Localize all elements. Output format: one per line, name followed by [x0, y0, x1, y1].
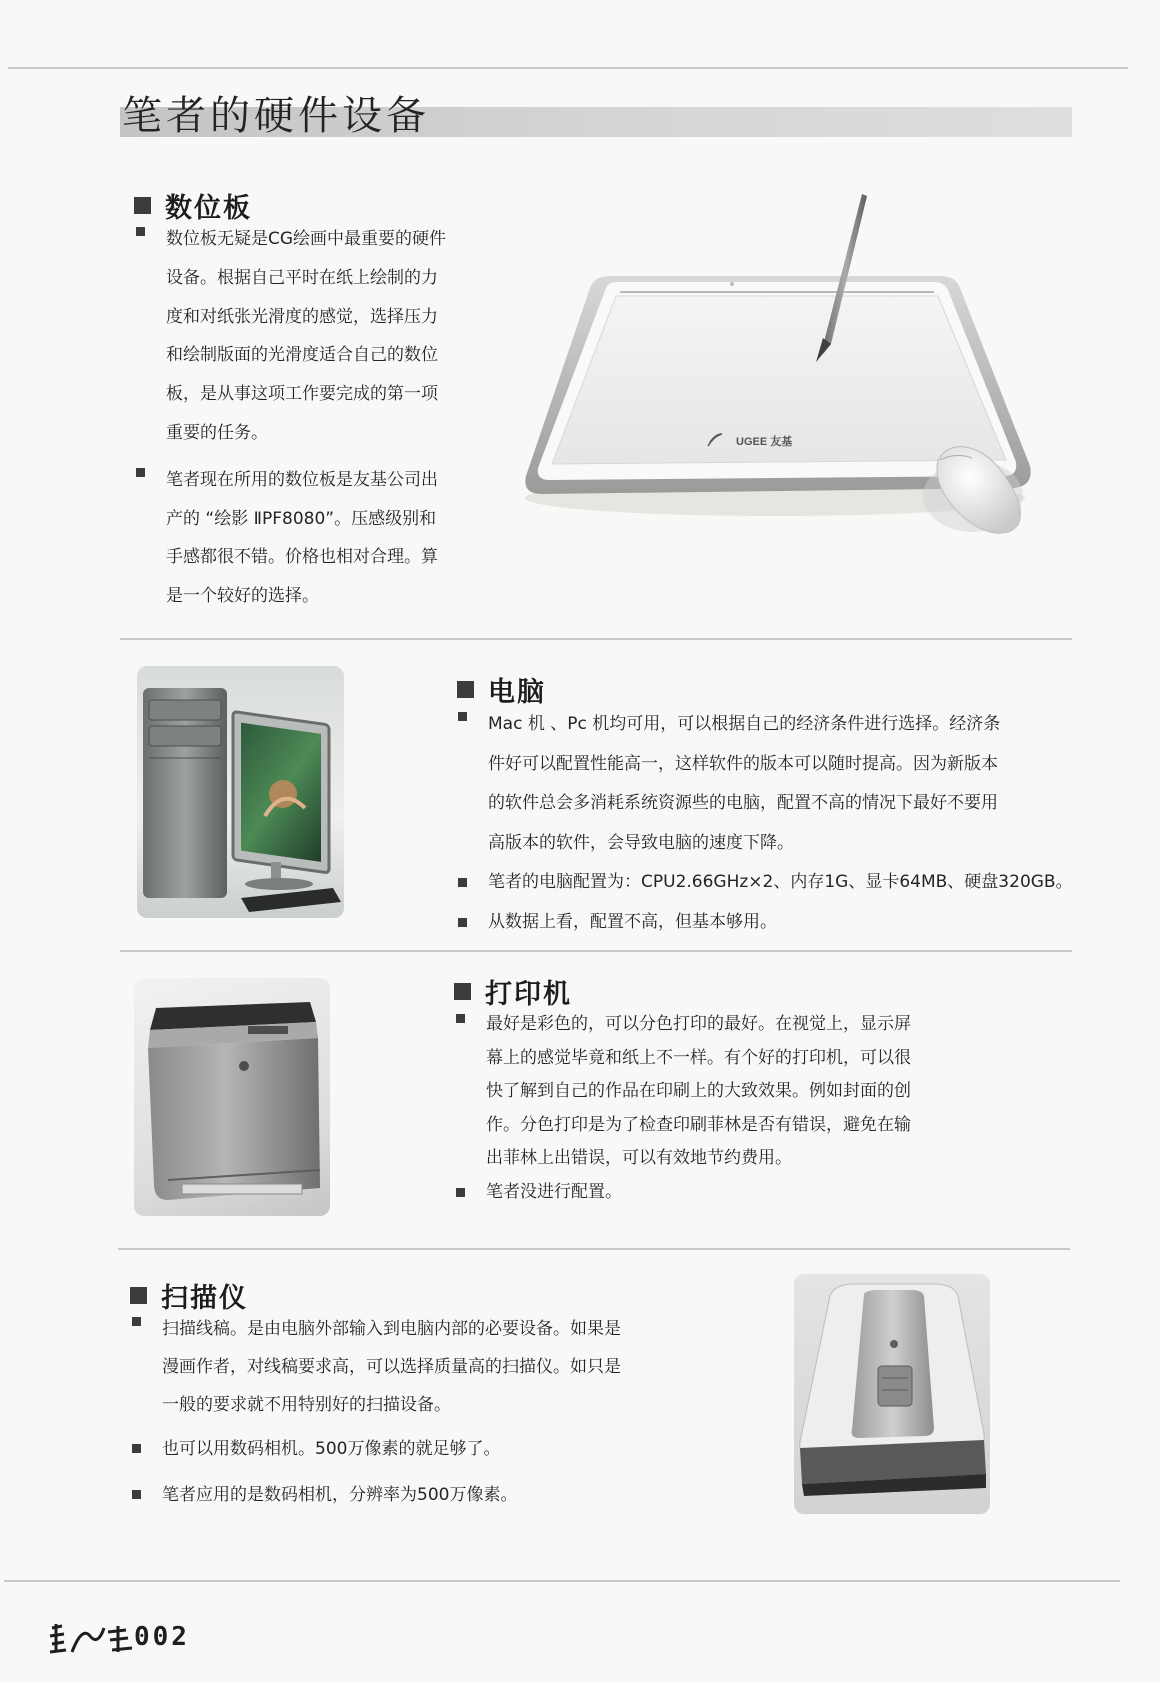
- scanner-image: [794, 1274, 990, 1514]
- bullet-square-icon: [458, 712, 467, 721]
- printer-bullet-list: [456, 1008, 996, 1210]
- list-item: [458, 863, 1078, 903]
- section-heading-label: 数位板: [165, 193, 252, 224]
- text-line: 一般的要求就不用特别好的扫描设备。: [162, 1395, 451, 1415]
- list-item: [136, 461, 516, 616]
- list-item: [132, 1476, 732, 1514]
- section-heading-label: 打印机: [485, 979, 572, 1010]
- text-line: 设备。根据自己平时在纸上绘制的力: [166, 267, 438, 288]
- bullet-square-icon: [458, 918, 467, 927]
- text-line: 和绘制版面的光滑度适合自己的数位: [166, 345, 438, 366]
- bullet-square-icon: [132, 1317, 141, 1326]
- text-line: 数位板无疑是CG绘画中最重要的硬件: [166, 229, 447, 249]
- text-line: 出菲林上出错误，可以有效地节约费用。: [486, 1148, 792, 1169]
- page-number: 002: [134, 1622, 190, 1652]
- section-divider: [118, 1248, 1070, 1250]
- heading-square-icon: [454, 983, 471, 1000]
- bullet-square-icon: [136, 468, 145, 477]
- heading-square-icon: [130, 1287, 147, 1304]
- list-item: [458, 705, 1078, 863]
- scanner-illustration: [794, 1274, 990, 1514]
- list-item: [456, 1008, 996, 1176]
- bullet-square-icon: [132, 1490, 141, 1499]
- page-title: 笔者的硬件设备: [122, 93, 430, 139]
- tablet-brand-label: UGEE 友基: [736, 436, 793, 448]
- text-line: 高版本的软件，会导致电脑的速度下降。: [488, 832, 794, 853]
- bullet-square-icon: [456, 1014, 465, 1023]
- text-line: 从数据上看，配置不高，但基本够用。: [488, 911, 777, 932]
- text-line: 度和对纸张光滑度的感觉，选择压力: [166, 306, 438, 327]
- list-item: [132, 1430, 732, 1468]
- printer-illustration: [134, 978, 330, 1216]
- text-line: Mac 机 、Pc 机均可用，可以根据自己的经济条件进行选择。经济条: [488, 714, 1001, 734]
- publisher-logo: [48, 1622, 134, 1656]
- bullet-square-icon: [458, 878, 467, 887]
- bullet-square-icon: [456, 1188, 465, 1197]
- text-line: 作。分色打印是为了检查印刷菲林是否有错误，避免在输: [486, 1114, 911, 1135]
- bullet-square-icon: [132, 1444, 141, 1453]
- text-line: 重要的任务。: [166, 422, 268, 443]
- text-line: 扫描线稿。是由电脑外部输入到电脑内部的必要设备。如果是: [162, 1319, 621, 1339]
- text-line: 产的 “绘影 ⅡPF8080”。压感级别和: [166, 508, 437, 529]
- text-line: 笔者没进行配置。: [486, 1181, 622, 1202]
- text-line: 漫画作者，对线稿要求高，可以选择质量高的扫描仪。如只是: [162, 1357, 621, 1377]
- text-line: 手感都很不错。价格也相对合理。算: [166, 547, 438, 568]
- section-heading-label: 电脑: [488, 677, 546, 708]
- text-line: 幕上的感觉毕竟和纸上不一样。有个好的打印机，可以很: [486, 1047, 911, 1068]
- text-line: 笔者应用的是数码相机，分辨率为500万像素。: [162, 1485, 518, 1505]
- scanner-bullet-list: [132, 1310, 732, 1514]
- text-line: 最好是彩色的，可以分色打印的最好。在视觉上，显示屏: [486, 1014, 911, 1034]
- text-line: 的软件总会多消耗系统资源些的电脑，配置不高的情况下最好不要用: [488, 793, 998, 813]
- text-line: 是一个较好的选择。: [166, 586, 319, 607]
- list-item: [456, 1176, 996, 1210]
- text-line: 件好可以配置性能高一，这样软件的版本可以随时提高。因为新版本: [488, 753, 998, 774]
- tablet-bullet-list: [136, 220, 516, 616]
- list-item: [132, 1310, 732, 1424]
- section-heading-label: 扫描仪: [161, 1283, 248, 1314]
- computer-illustration: [137, 666, 344, 918]
- section-heading-computer: [457, 670, 546, 709]
- drawing-tablet-image: [520, 188, 1050, 578]
- text-line: 板，是从事这项工作要完成的第一项: [166, 384, 438, 405]
- text-line: 快了解到自己的作品在印刷上的大致效果。例如封面的创: [486, 1081, 911, 1102]
- heading-square-icon: [134, 197, 151, 214]
- top-rule: [8, 67, 1128, 69]
- text-line: 笔者的电脑配置为：CPU2.66GHz×2、内存1G、显卡64MB、硬盘320GB。: [488, 872, 1073, 892]
- section-divider: [120, 638, 1072, 640]
- text-line: 也可以用数码相机。500万像素的就足够了。: [162, 1439, 501, 1459]
- bullet-square-icon: [136, 227, 145, 236]
- section-heading-printer: [454, 972, 572, 1011]
- list-item: [458, 903, 1078, 943]
- section-divider: [120, 950, 1072, 952]
- list-item: [136, 220, 516, 453]
- computer-bullet-list: [458, 705, 1078, 942]
- bottom-rule: [4, 1580, 1120, 1582]
- heading-square-icon: [457, 681, 474, 698]
- computer-image: [137, 666, 344, 918]
- text-line: 笔者现在所用的数位板是友基公司出: [166, 469, 438, 490]
- printer-image: [134, 978, 330, 1216]
